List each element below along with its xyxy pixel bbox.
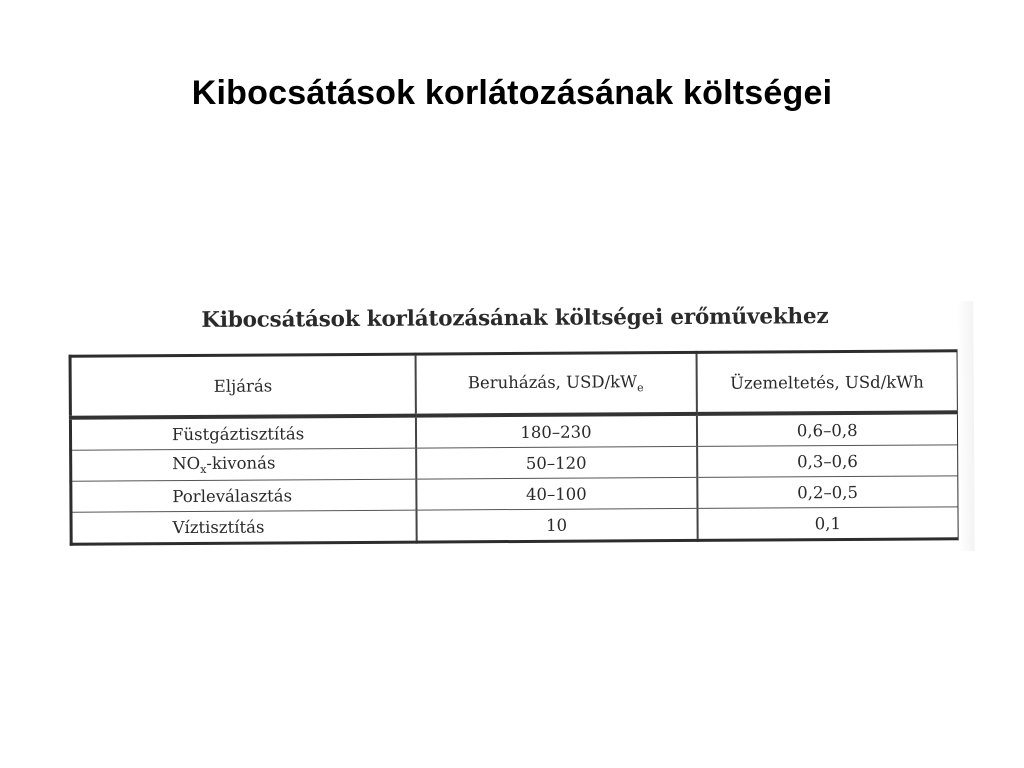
- header-investment-main: Beruházás, USD/kW: [467, 372, 638, 393]
- cell-process: [71, 448, 416, 481]
- cost-table: [69, 349, 961, 545]
- cell-investment: 40–100: [416, 477, 697, 510]
- scanned-table-image: [61, 291, 975, 569]
- cell-operation: 0,6–0,8: [696, 412, 958, 446]
- cell-operation: 0,2–0,5: [697, 476, 959, 509]
- cell-investment: 50–120: [416, 446, 697, 479]
- cell-process-main: NO: [172, 453, 201, 474]
- cell-operation: 0,1: [697, 507, 959, 541]
- cell-process-sub: x: [200, 462, 207, 476]
- table-caption: Kibocsátások korlátozásának költségei erőművekhez: [201, 304, 829, 333]
- header-operation: Üzemeltetés, USd/kWh: [696, 351, 958, 414]
- slide-title: Kibocsátások korlátozásának költségei: [191, 74, 833, 112]
- header-investment-sub: e: [637, 381, 644, 395]
- cell-operation: 0,3–0,6: [697, 445, 959, 478]
- cell-process: Füstgáztisztítás: [70, 416, 415, 451]
- table-header-row: [70, 351, 958, 418]
- cell-investment: 180–230: [415, 414, 696, 448]
- cell-investment: 10: [416, 508, 697, 542]
- header-process: Eljárás: [70, 354, 415, 418]
- cell-process-rest: -kivonás: [206, 453, 276, 473]
- header-investment: [415, 352, 696, 415]
- table-row: [70, 412, 958, 450]
- table-row: [71, 507, 959, 544]
- cell-process: Porleválasztás: [71, 479, 416, 512]
- cell-process: Víztisztítás: [71, 510, 416, 544]
